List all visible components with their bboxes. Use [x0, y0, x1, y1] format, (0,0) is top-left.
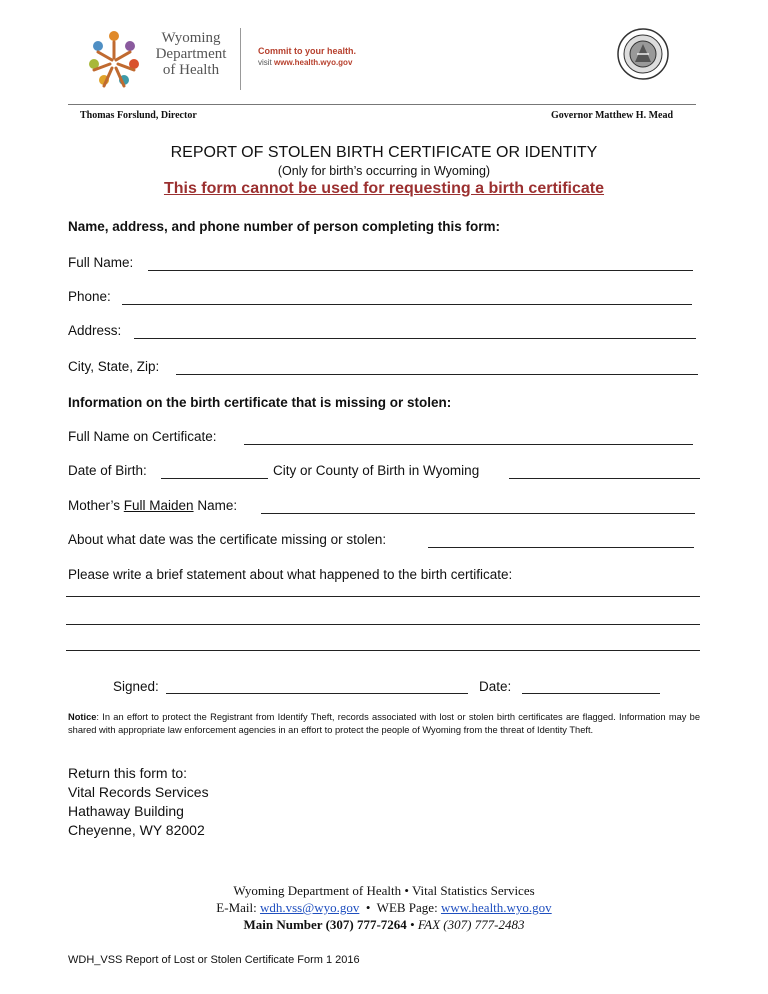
- city-state-zip-label: City, State, Zip:: [68, 359, 160, 374]
- notice-text: Notice: In an effort to protect the Registrant from Identify Theft, records associated with lost or stolen birth certificates are flagged. Information may be shared with appropriate law enforcement agencies in an effort to protect the people of Wyoming from the threat of Identity Theft.: [68, 712, 700, 735]
- signature-field[interactable]: [166, 693, 468, 694]
- return-address: Return this form to: Vital Records Services Hathaway Building Cheyenne, WY 82002: [68, 765, 209, 838]
- certificate-name-label: Full Name on Certificate:: [68, 429, 217, 444]
- city-state-zip-field[interactable]: [176, 374, 698, 375]
- form-id: WDH_VSS Report of Lost or Stolen Certificate Form 1 2016: [68, 954, 360, 966]
- web-link[interactable]: www.health.wyo.gov: [440, 900, 552, 915]
- footer-phones: Main Number (307) 777-7264 • FAX (307) 777-2483: [243, 917, 525, 932]
- date-of-birth-label: Date of Birth:: [68, 463, 147, 478]
- missing-date-label: About what date was the certificate missing or stolen:: [68, 532, 387, 547]
- footer-org: Wyoming Department of Health • Vital Statistics Services: [233, 883, 535, 898]
- section-heading-completer: Name, address, and phone number of person completing this form:: [68, 219, 501, 234]
- footer-contacts: E-Mail: wdh.vss@wyo.gov • WEB Page: www.health.wyo.gov: [216, 900, 552, 915]
- phone-label: Phone:: [68, 289, 111, 304]
- signature-date-field[interactable]: [522, 693, 660, 694]
- tagline: Commit to your health.: [258, 46, 357, 56]
- city-of-birth-field[interactable]: [509, 478, 700, 479]
- date-label: Date:: [479, 679, 512, 694]
- form-subtitle: (Only for birth’s occurring in Wyoming): [277, 164, 491, 178]
- full-name-label: Full Name:: [68, 255, 134, 270]
- signed-label: Signed:: [113, 679, 159, 694]
- logo-divider: [240, 28, 241, 90]
- statement-line-2[interactable]: [66, 624, 700, 625]
- phone-field[interactable]: [122, 304, 692, 305]
- form-title: REPORT OF STOLEN BIRTH CERTIFICATE OR IDENTITY: [170, 144, 598, 161]
- agency-name: Wyoming Department of Health: [155, 30, 227, 78]
- form-warning: This form cannot be used for requesting a birth certificate: [163, 180, 605, 197]
- statement-line-3[interactable]: [66, 650, 700, 651]
- city-of-birth-label: City or County of Birth in Wyoming: [273, 463, 480, 478]
- director-name: Thomas Forslund, Director: [80, 110, 197, 121]
- statement-line-1[interactable]: [66, 596, 700, 597]
- address-field[interactable]: [134, 338, 696, 339]
- state-seal-icon: [617, 28, 669, 80]
- address-label: Address:: [68, 323, 122, 338]
- wdh-logo-mark-icon: [84, 24, 144, 94]
- governor-name: Governor Matthew H. Mead: [551, 110, 674, 121]
- full-name-field[interactable]: [148, 270, 693, 271]
- section-heading-certificate: Information on the birth certificate that is missing or stolen:: [68, 395, 452, 410]
- people-figures-icon: [89, 31, 139, 86]
- statement-label: Please write a brief statement about what happened to the birth certificate:: [68, 567, 513, 582]
- mother-maiden-name-field[interactable]: [261, 513, 695, 514]
- mother-maiden-name-label: Mother’s Full Maiden Name:: [68, 498, 238, 513]
- date-of-birth-field[interactable]: [161, 478, 268, 479]
- tagline-visit: visit www.health.wyo.gov: [258, 58, 353, 67]
- certificate-name-field[interactable]: [244, 444, 693, 445]
- missing-date-field[interactable]: [428, 547, 694, 548]
- header-rule: [68, 104, 696, 105]
- email-link[interactable]: wdh.vss@wyo.gov: [259, 900, 360, 915]
